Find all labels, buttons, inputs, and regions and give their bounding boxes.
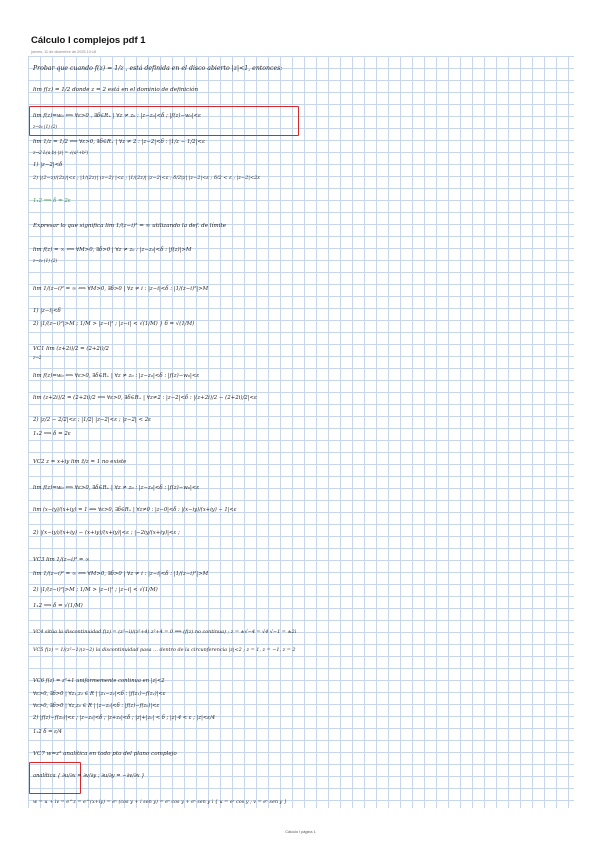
note-line: lim f(z) = ∞ ⟺ ∀M>0, ∃δ>0 | ∀z ≠ z₀ : |z−z₀|<δ : |f(z)|>M <box>33 247 192 253</box>
note-line: lim f(z)=w₀ ⟺ ∀ε>0, ∃δ∈R₊ | ∀z ≠ z₀ : |z−z₀|<δ : |f(z)−w₀|<ε <box>33 373 200 379</box>
note-line: VC3 lim 1/(z−i)² = ∞ <box>33 557 90 563</box>
note-line: w = u + iv = e^z = e^(x+iy) = eˣ (cos y + i sen y) = eˣ cos y + eˣ sen y i { u = eˣ cos y ; v = eˣ sen y } <box>33 799 287 805</box>
note-line: 1₁2 ⟹ δ = 2ε <box>33 198 71 204</box>
page-title: Cálculo I complejos pdf 1 <box>31 35 146 46</box>
note-line: ∀ε>0, ∃δ>0 | ∀z₁,z₂ ∈ R | |z₁−z₂|<δ : |f(z₁)−f(z₂)|<ε <box>33 691 166 697</box>
note-line: Probar que cuando f(z) = 1/z , está definida en el disco abierto |z|<1, entonces: <box>33 65 283 72</box>
note-line: 1₁2 ⟹ δ = √(1/M) <box>33 603 83 609</box>
note-line: 1) |z−2|<δ <box>33 162 63 168</box>
note-line: 2) |z/2 − 2/2|<ε ; |1/2| |z−2|<ε ; |z−2| < 2ε <box>33 417 152 423</box>
note-line: lim f(z) = 1/2 donde z = 2 está en el dominio de definición <box>33 87 199 93</box>
note-line: 2) |(2−z)/(2z)|<ε ; |1/(2z)| (z−2) |<ε ; |1/(2z)| |z−2|<ε ; δ/2|z| |z−2|<ε ; δ/2 < ε ; |z−2|<2ε <box>33 175 261 181</box>
note-line: ∀ε>0, ∃δ>0 | ∀z,z₀ ∈ R | |z−z₀|<δ : |f(z)−f(z₀)|<ε <box>33 703 160 709</box>
note-line: lim 1/(z−i)² = ∞ ⟺ ∀M>0, ∃δ>0 | ∀z ≠ i : |z−i|<δ : |1/(z−i)²|>M <box>33 571 209 577</box>
note-line: lim (z+2i)/2 = (2+2i)/2 ⟺ ∀ε>0, ∃δ∈R₊ | ∀z≠2 : |z−2|<δ : |(z+2i)/2 − (2+2i)/2|<ε <box>33 395 257 401</box>
note-line: VC2 z = x+iy lim z̄/z = 1 no existe <box>33 459 127 465</box>
note-line: VC7 w=z² analítica en todo pto del plano complejo <box>33 751 177 757</box>
note-line: 1₁2 ⟹ δ = 2ε <box>33 431 71 437</box>
note-line: 1₁2 δ = ε/4 <box>33 729 62 735</box>
note-line: VC4 sitúa la discontinuidad f(z) = (z²−i)/(z²+4) z²+4 = 0 ⟹ (f(z) no continua) ; z = ±√−4 = √4 √−1 = ±2i <box>33 629 297 635</box>
note-line: 1) |z−i|<δ <box>33 308 61 314</box>
page-timestamp: jueves, 11 de diciembre de 2025 10:18 <box>31 50 97 54</box>
note-line: 2) |1/(z−i)²|>M ; 1/M > |z−i|² ; |z−i| < √(1/M) } δ = √(1/M) <box>33 321 195 327</box>
note-line: lim 1/z = 1/2 ⟺ ∀ε>0, ∃δ∈R₊ | ∀z ≠ 2 : |z−2|<δ : |1/z − 1/2|<ε <box>33 139 205 145</box>
note-line: z→z₀ (1) (2) <box>33 258 58 263</box>
note-line: VC6 f(z) = z²+1 uniformemente continua en |z|<2 <box>33 678 165 684</box>
note-line: z→2 <box>33 355 42 360</box>
page-footer: Cálculo I página 1 <box>285 830 316 834</box>
note-line: VC1 lim (z+2i)/2 = (2+2i)/2 <box>33 346 109 352</box>
note-line: VC5 f(z) = 1/(z²−1)(z−2) la discontinuidad pasa … dentro de la circunferencia |z|<2 ; z = 1, z = −1, z = 2 <box>33 647 296 653</box>
note-line: 2) |f(z)−f(z₀)|<ε ; |z−z₀|<δ ; |z+z₀|<δ ; |z|+|z₀| < δ ; |z|·4 < ε ; |z|<ε/4 <box>33 715 216 721</box>
note-line: z→z₀ (1) (2) <box>33 124 58 129</box>
definition-highlight-box <box>29 106 299 136</box>
note-line: lim f(z)=w₀ ⟺ ∀ε>0 , ∃δ∈R₊ | ∀z ≠ z₀ : |z−z₀|<δ ; |f(z)−w₀|<ε <box>33 113 201 119</box>
note-line: lim f(z)=w₀ ⟺ ∀ε>0, ∃δ∈R₊ | ∀z ≠ z₀ : |z−z₀|<δ : |f(z)−w₀|<ε <box>33 485 200 491</box>
note-line: lim (x−iy)/(x+iy) = 1 ⟺ ∀ε>0, ∃δ∈R₊ | ∀z≠0 : |z−0|<δ : |(x−iy)/(x+iy) − 1|<ε <box>33 507 237 513</box>
note-line: 2) |1/(z−i)²|>M ; 1/M > |z−i|² ; |z−i| < √(1/M) <box>33 587 158 593</box>
note-line: lim 1/(z−i)² = ∞ ⟺ ∀M>0, ∃δ>0 | ∀z ≠ i : |z−i|<δ : |1/(z−i)²|>M <box>33 286 209 292</box>
note-line: 2) |(x−iy)/(x+iy) − (x+iy)/(x+iy)|<ε ; |−2iy/(x+iy)|<ε ; <box>33 530 180 536</box>
note-line: Expresar lo que significa lim 1/(z−i)² = ∞ utilizando la def. de límite <box>33 223 227 229</box>
note-line: z→2 L(a,b) |z| = √(a²+b²) <box>33 151 89 156</box>
note-line: analítica { ∂u/∂x = ∂v/∂y ; ∂u/∂y = −∂v/∂x } <box>33 773 145 779</box>
